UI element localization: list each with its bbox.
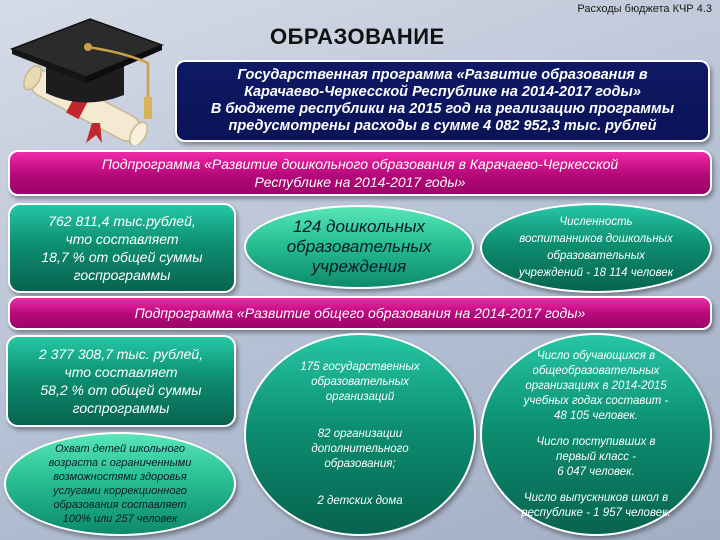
general-organizations-oval xyxy=(244,333,476,536)
stats-group xyxy=(496,349,696,424)
stats-group xyxy=(496,435,696,480)
stats-line: учебных годах составит - xyxy=(523,394,669,407)
coverage-line: возраста с ограниченными xyxy=(48,457,192,469)
general-students-oval xyxy=(480,333,712,536)
stats-line: 48 105 человек. xyxy=(554,409,638,422)
general-funding-box xyxy=(6,335,236,427)
preschool-pupils-oval xyxy=(480,203,712,293)
subprogram-title-line: Подпрограмма «Развитие дошкольного образования в Карачаево-Черкесской xyxy=(101,156,619,172)
funding-line: госпрограммы xyxy=(73,267,171,283)
coverage-line: образования составляет xyxy=(53,499,187,511)
graduation-cap-icon xyxy=(6,5,166,145)
stats-line: Число обучающихся в xyxy=(536,349,656,362)
stats-line: Число поступивших в xyxy=(536,435,656,448)
pupils-line: воспитанников дошкольных xyxy=(519,233,673,245)
section-tag: Расходы бюджета КЧР 4.3 xyxy=(577,3,712,15)
preschool-funding-box xyxy=(8,203,236,293)
stats-line: организациях в 2014-2015 xyxy=(525,379,667,392)
stats-line: 6 047 человек. xyxy=(557,465,635,478)
pupils-line: образовательных xyxy=(547,250,645,262)
coverage-line: Охват детей школьного xyxy=(55,443,185,455)
stats-line: общеобразовательных xyxy=(532,364,660,377)
subprogram-title-line: Подпрограмма «Развитие общего образования на 2014-2017 годы» xyxy=(134,305,586,321)
organizations-line: 175 государственных xyxy=(300,361,420,373)
subprogram-preschool-banner xyxy=(8,150,712,196)
organizations-line: 82 организации xyxy=(317,428,403,440)
coverage-line: услугами коррекционного xyxy=(53,485,187,497)
page-title: ОБРАЗОВАНИЕ xyxy=(270,24,445,49)
funding-line: 58,2 % от общей суммы xyxy=(40,382,202,398)
coverage-line: возможностями здоровья xyxy=(53,471,187,483)
organizations-group xyxy=(268,360,452,405)
coverage-line: 100% или 257 человек xyxy=(62,513,178,525)
funding-line: 762 811,4 тыс.рублей, xyxy=(48,213,196,229)
subprogram-title-line: Республике на 2014-2017 годы» xyxy=(254,174,466,190)
subprogram-general-banner xyxy=(8,296,712,330)
state-program-box xyxy=(175,60,710,142)
organizations-line: образования; xyxy=(324,458,396,470)
organizations-group xyxy=(268,427,452,472)
funding-line: что составляет xyxy=(64,364,178,380)
stats-line: республике - 1 957 человек. xyxy=(521,506,671,519)
organizations-line: образовательных xyxy=(311,376,409,388)
organizations-line: организаций xyxy=(325,391,395,403)
organizations-group xyxy=(268,494,452,509)
organizations-line: дополнительного xyxy=(311,443,409,455)
institutions-line: образовательных xyxy=(286,237,432,256)
preschool-institutions-oval xyxy=(244,205,474,289)
institutions-line: учреждения xyxy=(311,257,407,276)
program-line: В бюджете республики на 2015 год на реализацию программы xyxy=(210,101,675,117)
stats-line: первый класс - xyxy=(555,450,636,463)
program-line: Государственная программа «Развитие образования в xyxy=(237,67,648,83)
funding-line: госпрограммы xyxy=(72,400,170,416)
funding-line: что составляет xyxy=(65,231,179,247)
funding-line: 2 377 308,7 тыс. рублей, xyxy=(38,346,204,362)
pupils-line: Численность xyxy=(559,216,633,228)
funding-line: 18,7 % от общей суммы xyxy=(41,249,203,265)
stats-group xyxy=(496,491,696,521)
program-line: Карачаево-Черкесской Республике на 2014-2017 годы» xyxy=(244,84,641,100)
program-line: предусмотрены расходы в сумме 4 082 952,3 тыс. рублей xyxy=(228,118,657,134)
organizations-line: 2 детских дома xyxy=(317,495,403,507)
institutions-line: 124 дошкольных xyxy=(292,217,426,236)
special-needs-coverage-oval xyxy=(4,432,236,536)
pupils-line: учреждений - 18 114 человек xyxy=(518,267,674,279)
stats-line: Число выпускников школ в xyxy=(523,491,669,504)
